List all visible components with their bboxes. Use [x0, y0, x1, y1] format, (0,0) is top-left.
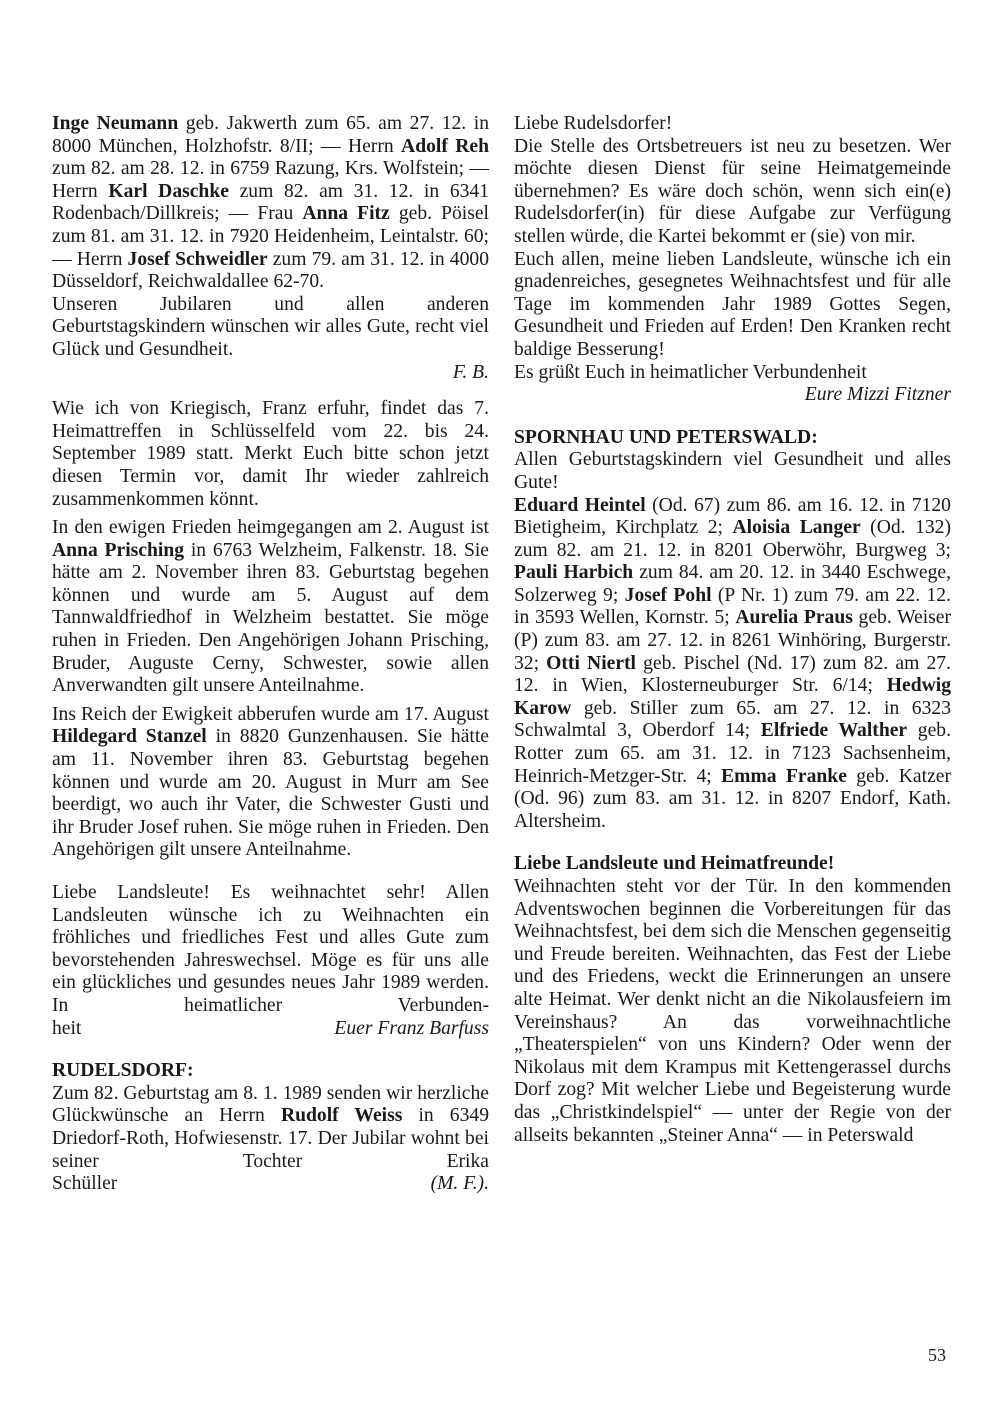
spornhau-birthday-list: Eduard Heintel (Od. 67) zum 86. am 16. 12. in 7120 Bietigheim, Kirchplatz 2; Aloisia Langer (Od. 132) zum 82. am 21. 12. in 8201 Oberwöhr, Burgweg 3; Pauli Harbich zum 84. am 20. 12. in 3440 Eschwege, Solzerweg 9; Josef Pohl (P Nr. 1) zum 79. am 22. 12. in 3593 Wellen, Kornstr. 5; Aurelia Praus geb. Weiser (P) zum 83. am 27. 12. in 8261 Winhöring, Burgerstr. 32; Otti Niertl geb. Pischel (Nd. 17) zum 82. am 27. 12. in Wien, Klosterneuburger Str. 6/14; Hedwig Karow geb. Stiller zum 65. am 27. 12. in 6323 Schwalmtal 3, Oberdorf 14; Elfriede Walther geb. Rotter zum 65. am 31. 12. in 7123 Sachsenheim, Heinrich-Metzger-Str. 4; Emma Franke geb. Katzer (Od. 96) zum 83. am 31. 12. in 8207 Endorf, Kath. Altersheim.	[514, 494, 952, 832]
right-column	[514, 113, 951, 1147]
rudelsdorf-signature-line: Schüller (M. F.).	[52, 1173, 489, 1195]
person-name: Hedwig Karow	[514, 675, 951, 719]
person-name: Josef Pohl	[624, 584, 712, 606]
fitzner-signature-line	[514, 384, 951, 407]
person-name: Anna Fitz	[302, 203, 390, 225]
jubilee-signature-line	[52, 362, 489, 385]
barfuss-signature: Euer Franz Barfuss	[334, 1017, 489, 1039]
spornhau-wishes: Allen Geburtstagskindern viel Gesundheit und alles Gute!	[514, 449, 951, 493]
person-name: Eduard Heintel	[514, 494, 646, 516]
person-name: Pauli Harbich	[514, 562, 634, 584]
rudelsdorf-birthday-paragraph: Zum 82. Geburtstag am 8. 1. 1989 senden wir herzliche Glückwünsche an Herrn Rudolf Weiss in 6349 Driedorf-Roth, Hofwiesenstr. 17. Der Jubilar wohnt bei seiner Tochter Erika	[52, 1082, 489, 1172]
person-name: Aloisia Langer	[732, 517, 861, 539]
person-name: Otti Niertl	[546, 652, 636, 674]
heimattreffen-paragraph: Wie ich von Kriegisch, Franz erfuhr, findet das 7. Heimattreffen in Schlüsselfeld vom 22. bis 24. September 1989 statt. Merkt Euch bitte schon jetzt diesen Termin vor, damit Ihr wieder zahlreich zusammenkommen könnt.	[52, 398, 489, 510]
ortsbetreuer-paragraph: Die Stelle des Ortsbetreuers ist neu zu besetzen. Wer möchte diesen Dienst für seine Heimatgemeinde übernehmen? Es wäre doch schön, wenn sich ein(e) Rudelsdorfer(in) für diese Aufgabe zur Verfügung stellen würde, die Kartei bekommt er (sie) von mir.	[514, 135, 951, 247]
person-name: Hildegard Stanzel	[52, 726, 207, 748]
jubilee-wishes-paragraph: Unseren Jubilaren und allen anderen Geburtstagskindern wünschen wir alles Gute, recht viel Glück und Gesundheit.	[52, 293, 489, 360]
left-column	[52, 113, 489, 1196]
weihnachten-paragraph: Weihnachten steht vor der Tür. In den kommenden Adventswochen beginnen die Vorbereitungen für das Weihnachtsfest, bei dem sich die Menschen gegenseitig und Freude bereiten. Weihnachten, das Fest der Liebe und des Friedens, weckt die Erinnerungen an unsere alte Heimat. Wer denkt nicht an die Nikolausfeiern im Vereinshaus? An das vorweihnachtliche „Theaterspielen“ von uns Kindern? Oder wenn der Nikolaus mit dem Krampus mit Kettengerassel durchs Dorf zog? Mit welcher Liebe und Begeisterung wurde das „Christkindelspiel“ — unter der Regie von der allseits bekannten „Steiner Anna“ — in Peterswald	[514, 876, 951, 1146]
fitzner-signature: Eure Mizzi Fitzner	[804, 384, 951, 406]
person-name: Josef Schweidler	[127, 248, 268, 270]
person-name: Anna Prisching	[52, 539, 185, 561]
person-name: Emma Franke	[721, 765, 847, 787]
page-number: 53	[928, 1345, 946, 1365]
christmas-greeting-paragraph: Liebe Landsleute! Es weihnachtet sehr! Allen Landsleuten wünsche ich zu Weihnachten ein fröhliches und friedliches Fest und alles Gute zum bevorstehenden Jahreswechsel. Möge es für uns alle ein glückliches und gesundes neues Jahr 1989 werden. In heimatlicher Verbunden-	[52, 882, 489, 1016]
spornhau-heading: SPORNHAU UND PETERSWALD:	[514, 426, 818, 448]
person-name: Karl Daschke	[108, 180, 229, 202]
rudelsdorf-heading: RUDELSDORF:	[52, 1060, 194, 1082]
person-name: Rudolf Weiss	[280, 1105, 403, 1127]
mf-signature: (M. F.).	[430, 1173, 489, 1195]
rudelsdorfer-salutation: Liebe Rudelsdorfer!	[514, 113, 673, 134]
birthday-list-paragraph: Inge Neumann geb. Jakwerth zum 65. am 27. 12. in 8000 München, Holzhofstr. 8/II; — Herrn Adolf Reh zum 82. am 28. 12. in 6759 Razung, Krs. Wolfstein; — Herrn Karl Daschke zum 82. am 31. 12. in 6341 Rodenbach/Dillkreis; — Frau Anna Fitz geb. Pöisel zum 81. am 31. 12. in 7920 Heidenheim, Leintalstr. 60; — Herrn Josef Schweidler zum 79. am 31. 12. in 4000 Düsseldorf, Reichwaldallee 62-70.	[52, 113, 490, 293]
christmas-wishes-paragraph: Euch allen, meine lieben Landsleute, wünsche ich ein gnadenreiches, gesegnetes Weihnachtsfest und für alle Tage im kommenden Jahr 1989 Gottes Segen, Gesundheit und Frieden auf Erden! Den Kranken recht baldige Besserung!	[514, 248, 951, 360]
obituary-prisching-paragraph: In den ewigen Frieden heimgegangen am 2. August ist Anna Prisching in 6763 Welzheim, Falkenstr. 18. Sie hätte am 2. November ihren 83. Geburtstag begehen können und wurde am 5. August auf dem Tannwaldfriedhof in Welzheim bestattet. Sie möge ruhen in Frieden. Den Angehörigen Johann Prisching, Bruder, Auguste Cerny, Schwester, sowie allen Anverwandten gilt unsere Anteilnahme.	[52, 517, 489, 697]
initials-signature: F. B.	[452, 361, 489, 383]
greeting-line: Es grüßt Euch in heimatlicher Verbundenheit	[514, 361, 867, 383]
obituary-stanzel-paragraph: Ins Reich der Ewigkeit abberufen wurde am 17. August Hildegard Stanzel in 8820 Gunzenhausen. Sie hätte am 11. November ihren 83. Geburtstag begehen können und wurde am 20. August in Murr am See beerdigt, wo auch ihr Vater, die Schwester Gusti und ihr Bruder Josef ruhen. Sie möge ruhen in Frieden. Den Angehörigen gilt unsere Anteilnahme.	[52, 703, 490, 861]
person-name: Aurelia Praus	[735, 607, 853, 629]
person-name: Elfriede Walther	[760, 720, 908, 742]
landsleute-heading: Liebe Landsleute und Heimatfreunde!	[514, 853, 835, 875]
christmas-signature-line: heit Euer Franz Barfuss	[52, 1017, 489, 1039]
person-name: Inge Neumann	[52, 113, 179, 134]
person-name: Adolf Reh	[401, 135, 489, 157]
